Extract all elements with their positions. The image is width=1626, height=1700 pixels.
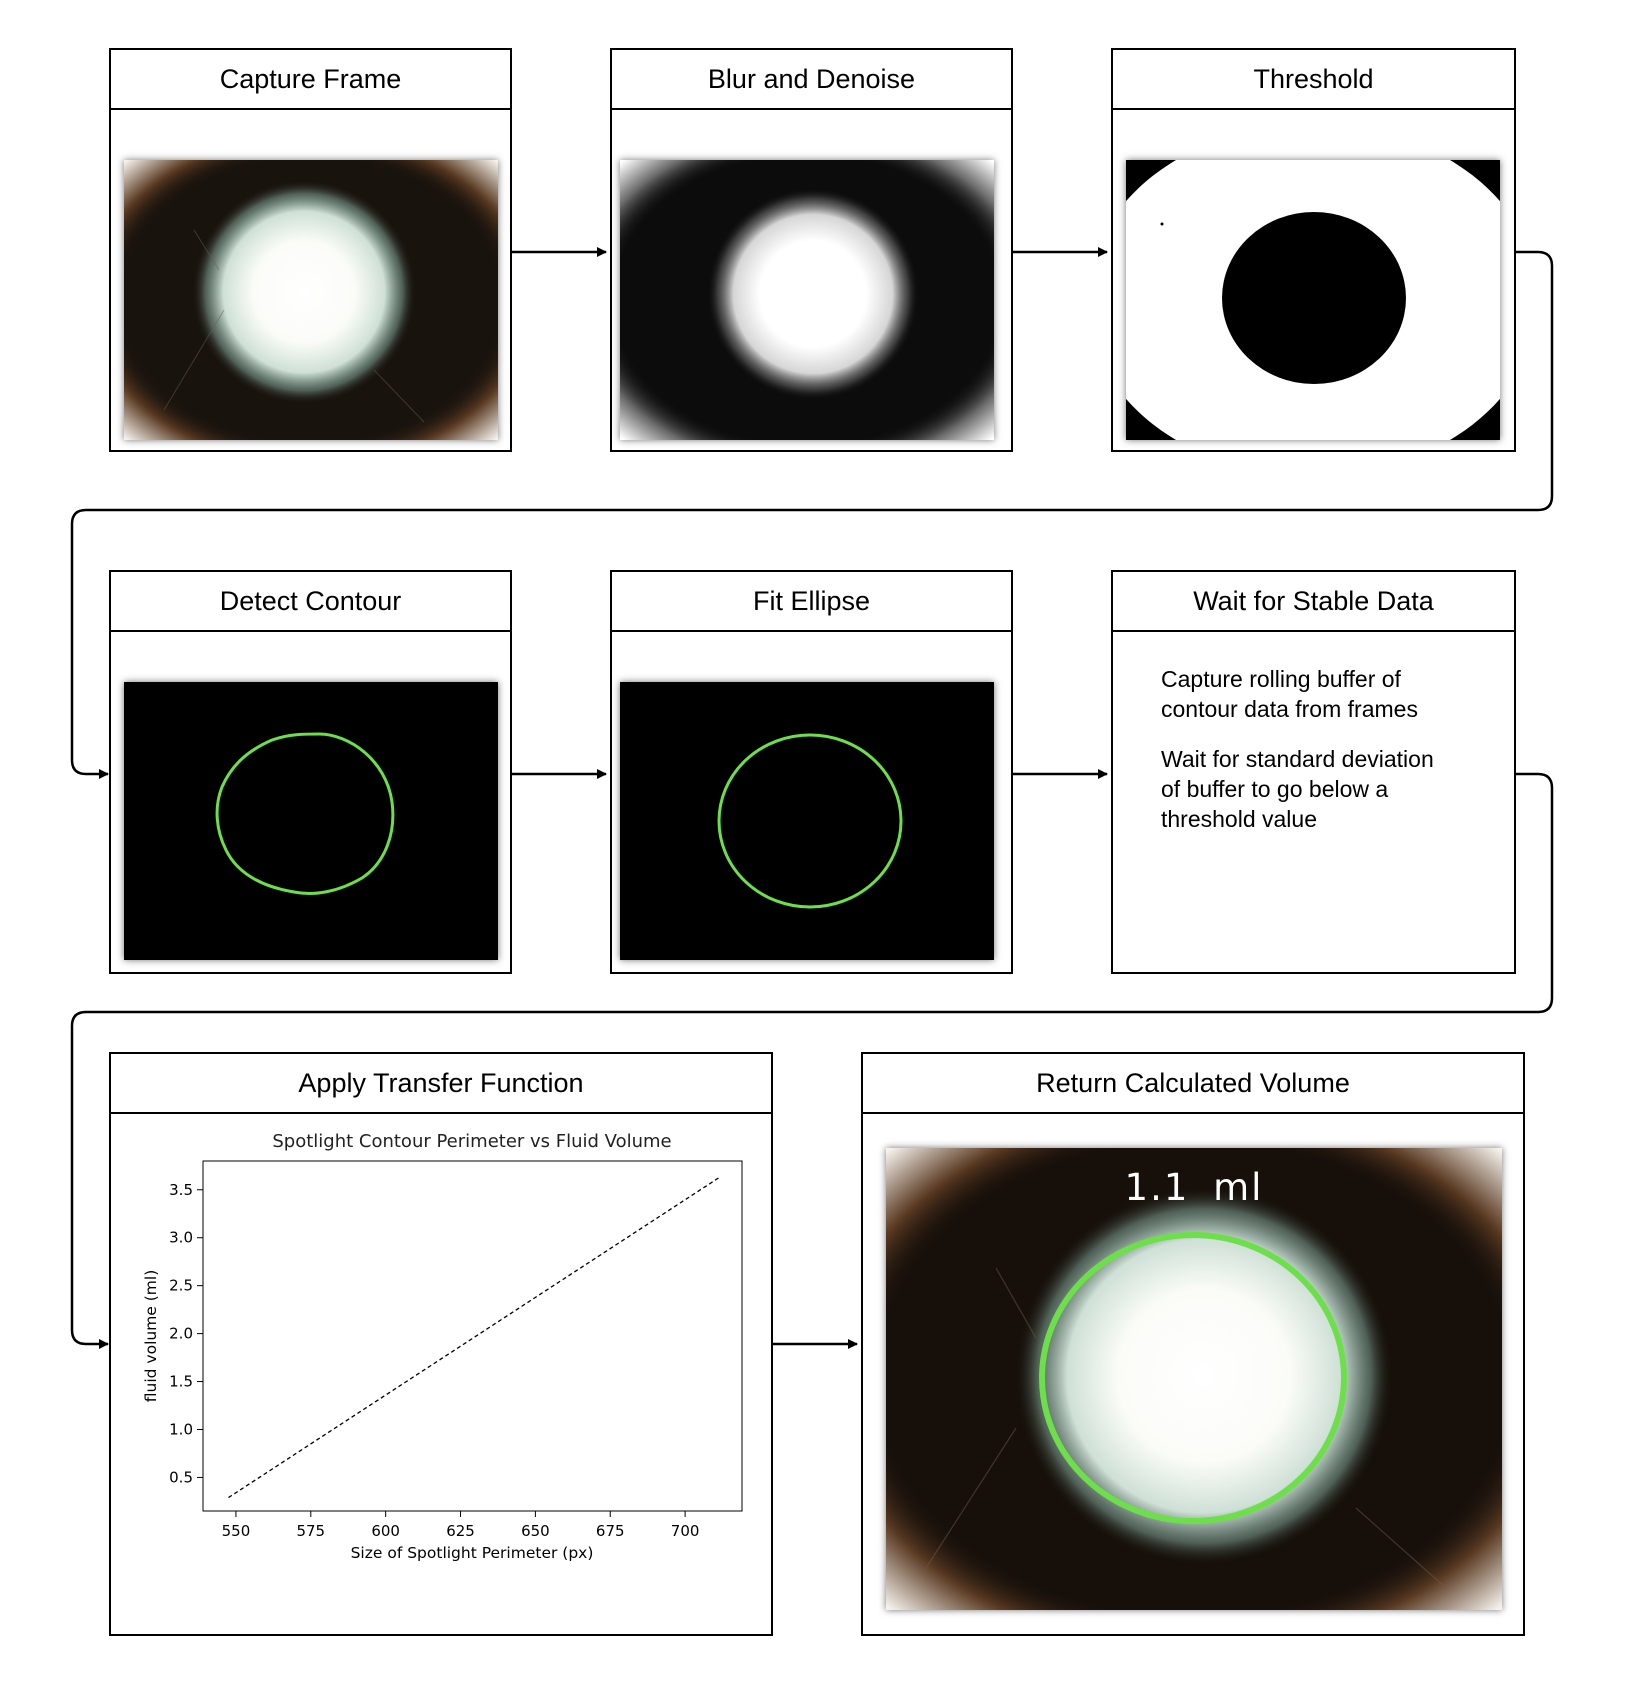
step-threshold: [1111, 48, 1516, 452]
x-tick-label: 575: [296, 1522, 326, 1540]
contour-image: [124, 682, 498, 960]
step-title: Blur and Denoise: [612, 50, 1011, 110]
wait-description-line-2: Wait for standard deviation of buffer to go below a threshold value: [1161, 746, 1434, 832]
y-axis-label: fluid volume (ml): [142, 1269, 160, 1403]
x-tick-label: 650: [521, 1522, 550, 1540]
y-tick-label: 3.5: [169, 1180, 193, 1199]
y-tick-label: 2.5: [169, 1276, 193, 1295]
y-tick-label: 1.5: [169, 1372, 193, 1391]
volume-readout: 1.1 ml: [1124, 1166, 1264, 1209]
chart-title: Spotlight Contour Perimeter vs Fluid Volume: [272, 1131, 672, 1152]
wait-description-line-1: Capture rolling buffer of contour data from frames: [1161, 666, 1418, 722]
step-title: Threshold: [1113, 50, 1514, 110]
x-tick-label: 700: [670, 1522, 700, 1540]
x-tick-label: 550: [221, 1522, 251, 1540]
step-title: Wait for Stable Data: [1113, 572, 1514, 632]
step-wait-for-stable-data: [1111, 570, 1516, 974]
ellipse-image: [620, 682, 994, 960]
step-blur-and-denoise: [610, 48, 1013, 452]
x-tick-label: 625: [446, 1522, 475, 1540]
x-axis-label: Size of Spotlight Perimeter (px): [350, 1544, 594, 1562]
step-apply-transfer-function: [109, 1052, 773, 1636]
wait-description: [1161, 664, 1451, 854]
step-title: Apply Transfer Function: [111, 1054, 771, 1114]
step-title: Return Calculated Volume: [863, 1054, 1523, 1114]
step-title: Fit Ellipse: [612, 572, 1011, 632]
result-frame-image: [886, 1148, 1502, 1610]
step-detect-contour: [109, 570, 512, 974]
x-tick-label: 675: [595, 1522, 625, 1540]
step-return-calculated-volume: [861, 1052, 1525, 1636]
plot-area: [203, 1161, 742, 1511]
y-tick-label: 3.0: [169, 1228, 193, 1247]
threshold-image: [1126, 160, 1500, 440]
step-title: Capture Frame: [111, 50, 510, 110]
blurred-frame-image: [620, 160, 994, 440]
y-tick-label: 2.0: [169, 1324, 193, 1343]
x-tick-label: 600: [371, 1522, 400, 1540]
step-fit-ellipse: [610, 570, 1013, 974]
step-capture-frame: [109, 48, 512, 452]
transfer-function-chart: [111, 1054, 771, 1634]
y-tick-label: 1.0: [169, 1420, 193, 1439]
y-tick-label: 0.5: [169, 1468, 193, 1487]
step-title: Detect Contour: [111, 572, 510, 632]
captured-frame-image: [124, 160, 498, 440]
